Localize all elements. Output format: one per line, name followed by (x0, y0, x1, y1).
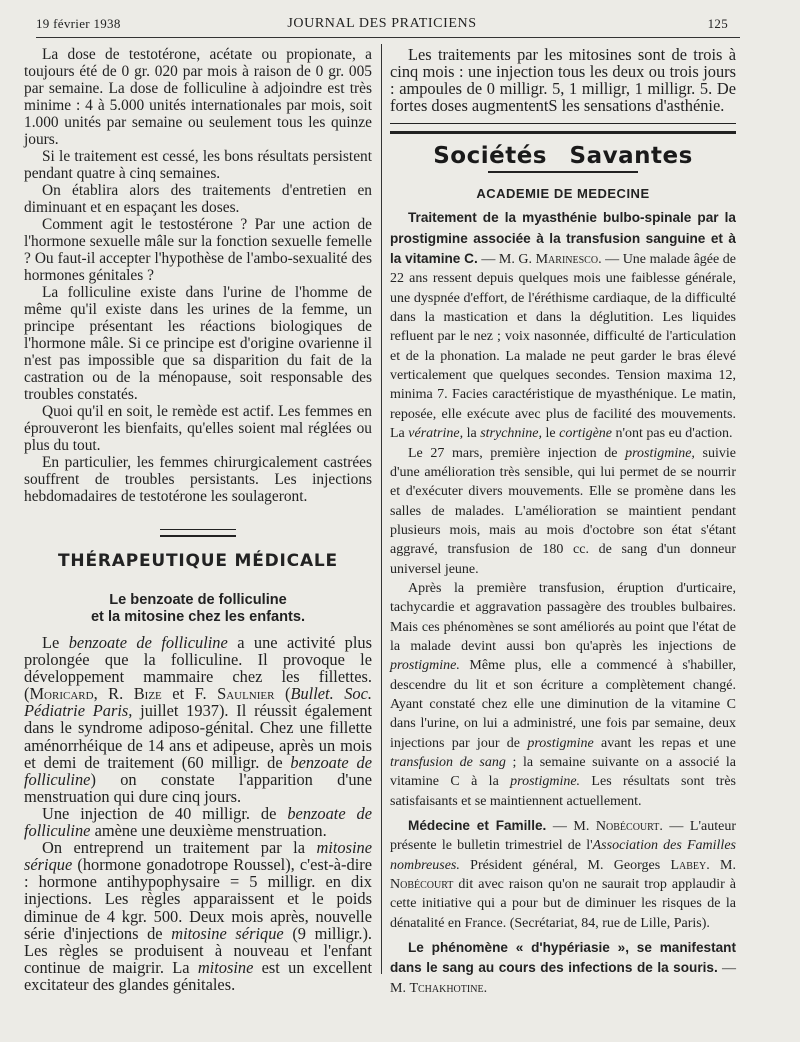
left-column (24, 46, 372, 993)
journal-title: JOURNAL DES PRATICIENS (287, 16, 477, 31)
title-underline (488, 171, 638, 173)
paragraph: On établira alors des traitements d'entretien en diminuant et en espaçant les doses. (24, 182, 372, 216)
author: Marinesco (535, 252, 599, 268)
paragraph: Les traitements par les mitosines sont de trois à cinq mois : une injection tous les deux ou trois jours : ampoules de 0 milligr. 5, 1 milligr, 1 milligr. 5. De fortes doses augmententS les sensations d'asthénie. (390, 45, 736, 116)
article-paragraph: Traitement de la myasthénie bulbo-spinale par la prostigmine associée à la transfusion sanguine et à la vitamine C. — M. G. Marinesco. — Une malade âgée de 22 ans ressent depuis quelques mois une faiblesse générale, une dyspnée d'effort, de l'éréthisme cardiaque, de la difficulté dans la mastication et dans la déglutition. Les liquides refluent par le nez ; voix nasonnée, difficulté de l'articulation et de la phonation. La malade ne peut garder le bras élevé verticalement que quelques secondes. Tension maxima 12, minima 7. Facies caractéristique de myasthénique. Le matin, reposée, elle exécute avec plus de facilité des mouvements. La vératrine, la strychnine, le cortigène n'ont pas eu d'action. (390, 210, 736, 442)
paragraph: Comment agit le testostérone ? Par une action de l'hormone sexuelle mâle sur la fonction sexuelle femelle ? Ou faut-il accepter l'hypothèse de l'ambo-sexualité des hormones génitales ? (24, 216, 372, 284)
header-rule (36, 37, 740, 38)
article-paragraph: Médecine et Famille. — M. Nobécourt. — L'auteur présente le bulletin trimestriel de l'Association des Familles nombreuses. Président général, M. Georges Labey. M. Nobécourt dit avec raison qu'on ne saurait trop applaudir à cette initiative qui a pour but de diminuer les risques de la dénatalité en France. (Secrétariat, 84, rue de Lille, Paris). (390, 818, 737, 931)
author: Nobécourt (390, 877, 454, 893)
page-number: 125 (707, 16, 728, 31)
article-title: Le benzoate de folliculine et la mitosine chez les enfants. (90, 592, 306, 625)
running-header (36, 16, 728, 36)
article-title: Traitement de la myasthénie bulbo-spinale par la prostigmine associée à la transfusion sanguine et à la vitamine C. (390, 210, 736, 267)
section-rule (390, 123, 736, 134)
subsection-title: ACADEMIE DE MEDECINE (476, 186, 650, 202)
article-paragraph: Le 27 mars, première injection de prostigmine, suivie d'une amélioration très sensible, qui lui permet de se nourrir et d'exécuter divers mouvements. Elle se promène dans les salles de malades. L'amélioration se maintient pendant plusieurs mois, mais au mois d'octobre son état s'étant aggravé, transfusion de 180 cc. de sang d'un donneur universel jeune. (390, 445, 736, 577)
article-title: Le phénomène « d'hypériasie », se manifestant dans le sang au cours des infections de la souris. (390, 940, 736, 976)
article-paragraph: On entreprend un traitement par la mitosine sérique (hormone gonadotrope Roussel), c'est-à-dire : hormone antihypophysaire = 5 milligr. en dix injections. Les règles apparaissent et le poids diminue de 4 kgr. 500. Deux mois après, nouvelle série d'injections de mitosine sérique (9 milligr.). Les règles se produisent à nouveau et l'enfant continue de maigrir. La mitosine est un excellent excitateur des glandes génitales. (24, 838, 372, 994)
article-paragraph: Une injection de 40 milligr. de benzoate de folliculine amène une deuxième menstruation. (24, 803, 372, 841)
section-title: Sociétés Savantes (433, 143, 693, 170)
author: Nobécourt (595, 819, 660, 835)
paragraph: La dose de testotérone, acétate ou propionate, a toujours été de 0 gr. 020 par mois à raison de 0 gr. 005 par semaine. La dose de folliculine à adjoindre est très minime : 4 à 5.000 unités internationales par mois, soit 1.000 unités par semaine ou seulement tous les quinze jours. (24, 46, 372, 148)
author: Labey (670, 857, 707, 873)
author: Tchakhotine (409, 980, 484, 996)
right-column (390, 46, 736, 998)
article-paragraph: Après la première transfusion, éruption d'urticaire, tachycardie et aggravation passagère des troubles bulbaires. Mais ces phénomènes se sont améliorés au point que l'état de la malade devint aussi bon qu'après les injections de prostigmine. Même plus, elle a commencé à s'habiller, descendre du lit et son écriture a complètement changé. Ayant constaté chez elle une diminution de la vitamine C dans l'urine, on lui a administré, une fois par semaine, deux injections par jour de prostigmine avant les repas et une transfusion de sang ; la semaine suivante on a associé la vitamine C à la prostigmine. Les résultats sont très satisfaisants et se maintiennent actuellement. (390, 580, 736, 809)
header-date: 19 février 1938 (36, 16, 121, 31)
paragraph: Si le traitement est cessé, les bons résultats persistent pendant quatre à cinq semaines. (24, 148, 372, 182)
paragraph: Quoi qu'il en soit, le remède est actif. Les femmes en éprouveront les bienfaits, qu'elles soient mal réglées ou plus du tout. (24, 403, 372, 454)
article-paragraph: Le phénomène « d'hypériasie », se manifestant dans le sang au cours des infections de la souris. — M. Tchakhotine. (390, 940, 737, 996)
column-divider (381, 44, 382, 974)
section-separator (160, 529, 236, 537)
article-title: Médecine et Famille. (408, 818, 547, 834)
paragraph: La folliculine existe dans l'urine de l'homme de même qu'il existe dans les urines de la femme, un principe présentant les réactions biologiques de l'hormone mâle. Si ce principe est d'origine ovarienne il n'est pas impossible que sa disparition du fait de la castration ou de la ménopause, soit responsable des troubles constatés. (24, 284, 372, 403)
article-paragraph: Le benzoate de folliculine a une activité plus prolongée que la folliculine. Il provoque le développement mammaire chez les fillettes. (Moricard, R. Bize et F. Saulnier (Bullet. Soc. Pédiatrie Paris, juillet 1937). Il réussit également dans le syndrome adiposo-génital. Chez une fillette aménorrhéique de 14 ans et adipeuse, après un mois et demi de traitement (60 milligr. de benzoate de folliculine) on constate l'apparition d'une menstruation qui dure cinq jours. (24, 633, 373, 806)
paragraph: En particulier, les femmes chirurgicalement castrées souffrent de troubles persistants. Les injections hebdomadaires de testotérone les soulageront. (24, 454, 372, 505)
section-title: THÉRAPEUTIQUE MÉDICALE (58, 551, 338, 571)
